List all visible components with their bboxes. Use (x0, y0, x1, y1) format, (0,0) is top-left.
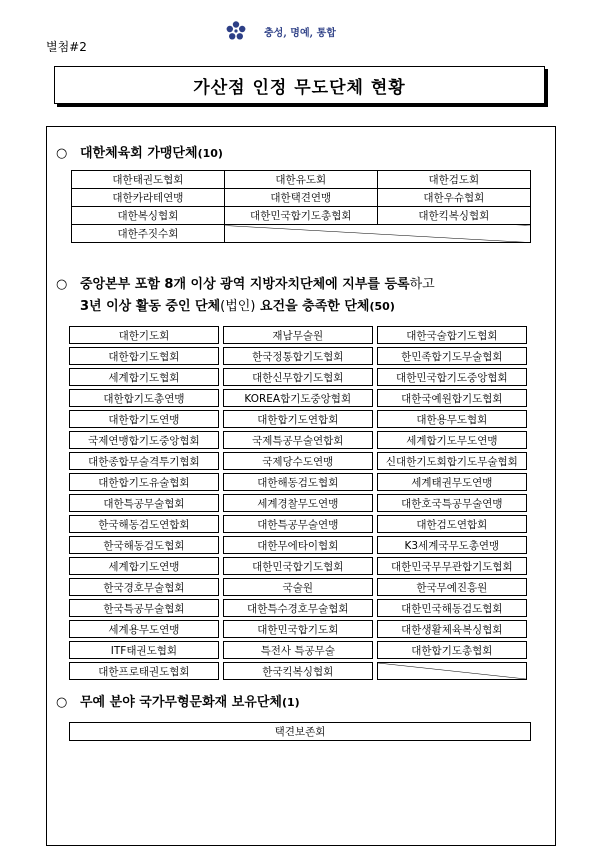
table-cell: 대한종합무술격투기협회 (69, 452, 219, 470)
table-cell: 대한생활체육복싱협회 (377, 620, 527, 638)
table-row (69, 431, 527, 449)
table-cell: 한국해동검도협회 (69, 536, 219, 554)
table-cell: 대한용무도협회 (377, 410, 527, 428)
table-cell: 대한주짓수회 (72, 225, 225, 243)
table-cell: 대한유도회 (224, 171, 377, 189)
table-cell: 한국경호무술협회 (69, 578, 219, 596)
empty-diagonal-cell (224, 225, 530, 243)
table-cell: 한국무예진흥원 (377, 578, 527, 596)
table-row (69, 473, 527, 491)
table-cell: 한국특공무술협회 (69, 599, 219, 617)
table-cell: 대한검도연합회 (377, 515, 527, 533)
table-row (69, 599, 527, 617)
table-row (69, 620, 527, 638)
table-cell: 대한검도회 (377, 171, 530, 189)
table-cell: 택견보존회 (70, 723, 531, 741)
table-cell: 대한택견연맹 (224, 189, 377, 207)
section-3-title: 무예 분야 국가무형문화재 보유단체 (80, 695, 282, 710)
table-cell: 대한신무합기도협회 (223, 368, 373, 386)
document-title: 가산점 인정 무도단체 현황 (54, 66, 545, 104)
table-row (69, 536, 527, 554)
table-cell: 대한특수경호무술협회 (223, 599, 373, 617)
table-row (69, 557, 527, 575)
table-cell: 국술원 (223, 578, 373, 596)
table-row (69, 368, 527, 386)
section-2-line1-suffix: 하고 (409, 277, 435, 292)
table-row (70, 723, 531, 741)
table-cell: 대한국예원합기도협회 (377, 389, 527, 407)
table-cell: 대한민국무무관합기도협회 (377, 557, 527, 575)
table-cell: 대한합기도연합회 (223, 410, 373, 428)
table-cell: 대한태권도협회 (72, 171, 225, 189)
table-cell: 한국해동검도연합회 (69, 515, 219, 533)
table-cell: 대한합기도연맹 (69, 410, 219, 428)
table-cell: 세계합기도무도연맹 (377, 431, 527, 449)
section-2-line2: 3년 이상 활동 중인 단체 (80, 299, 221, 314)
table-cell: ITF태권도협회 (69, 641, 219, 659)
table-row (69, 389, 527, 407)
table-cell: 대한우슈협회 (377, 189, 530, 207)
table-cell: 대한민국해동검도협회 (377, 599, 527, 617)
table-cell: 대한특공무술연맹 (223, 515, 373, 533)
regional-organization-table (65, 323, 531, 683)
table-cell: 대한합기도총협회 (377, 641, 527, 659)
table-cell: 대한특공무술협회 (69, 494, 219, 512)
table-row (69, 410, 527, 428)
table-cell: 대한민국합기도총협회 (224, 207, 377, 225)
bullet-icon: ○ (56, 146, 68, 161)
table-row (69, 494, 527, 512)
table-cell: 대한호국특공무술연맹 (377, 494, 527, 512)
table-row (69, 641, 527, 659)
table-cell: 특전사 특공무술 (223, 641, 373, 659)
table-cell: 대한무에타이협회 (223, 536, 373, 554)
table-cell: 대한합기도총연맹 (69, 389, 219, 407)
table-cell: KOREA합기도중앙협회 (223, 389, 373, 407)
table-cell: 신대한기도회합기도무술협회 (377, 452, 527, 470)
member-federation-table (71, 170, 531, 243)
table-cell: 한민족합기도무술협회 (377, 347, 527, 365)
table-row (72, 171, 531, 189)
section-1-title: 대한체육회 가맹단체 (80, 146, 198, 161)
table-cell: 국제특공무술연합회 (223, 431, 373, 449)
table-row (69, 662, 527, 680)
section-2-line1: 중앙본부 포함 8개 이상 광역 지방자치단체에 지부를 등록 (80, 277, 410, 292)
table-row (69, 347, 527, 365)
table-cell: 세계합기도협회 (69, 368, 219, 386)
section-1-heading (56, 143, 223, 165)
bullet-icon: ○ (56, 695, 68, 710)
table-cell: 대한기도회 (69, 326, 219, 344)
table-row (69, 515, 527, 533)
table-cell: 대한민국합기도협회 (223, 557, 373, 575)
section-2-corp-note: (법인) (220, 299, 256, 314)
section-1-count: (10) (197, 147, 223, 160)
table-cell: 대한민국합기도회 (223, 620, 373, 638)
table-cell: 한국킥복싱협회 (223, 662, 373, 680)
table-cell: 대한민국합기도중앙협회 (377, 368, 527, 386)
intangible-heritage-table (69, 722, 531, 741)
emblem-icon (225, 20, 247, 42)
section-2-count: (50) (369, 300, 395, 313)
table-cell: 재남무술원 (223, 326, 373, 344)
table-row (69, 326, 527, 344)
table-cell: 국제연맹합기도중앙협회 (69, 431, 219, 449)
section-3-heading (56, 692, 300, 714)
table-row (72, 207, 531, 225)
table-cell: 대한킥복싱협회 (377, 207, 530, 225)
attachment-label: 별첨#2 (46, 40, 87, 54)
section-2-line2-rest: 요건을 충족한 단체 (255, 299, 370, 314)
table-cell: 대한프로태권도협회 (69, 662, 219, 680)
table-cell: 한국정통합기도협회 (223, 347, 373, 365)
table-cell: 세계합기도연맹 (69, 557, 219, 575)
empty-diagonal-cell (377, 662, 527, 680)
table-cell: 대한카라테연맹 (72, 189, 225, 207)
section-3-count: (1) (281, 696, 300, 709)
table-cell: 대한해동검도협회 (223, 473, 373, 491)
table-row (69, 578, 527, 596)
table-cell: 세계경찰무도연맹 (223, 494, 373, 512)
table-row (72, 189, 531, 207)
table-row (69, 452, 527, 470)
table-cell: 세계용무도연맹 (69, 620, 219, 638)
table-cell: K3세계국무도총연맹 (377, 536, 527, 554)
table-row (72, 225, 531, 243)
table-cell: 대한합기도유술협회 (69, 473, 219, 491)
table-cell: 대한복싱협회 (72, 207, 225, 225)
table-cell: 대한국술합기도협회 (377, 326, 527, 344)
table-cell: 대한합기도협회 (69, 347, 219, 365)
table-cell: 국제당수도연맹 (223, 452, 373, 470)
motto: 충성, 명예, 통합 (264, 28, 336, 39)
table-cell: 세계태권무도연맹 (377, 473, 527, 491)
section-2-heading (56, 274, 536, 318)
bullet-icon: ○ (56, 277, 68, 292)
